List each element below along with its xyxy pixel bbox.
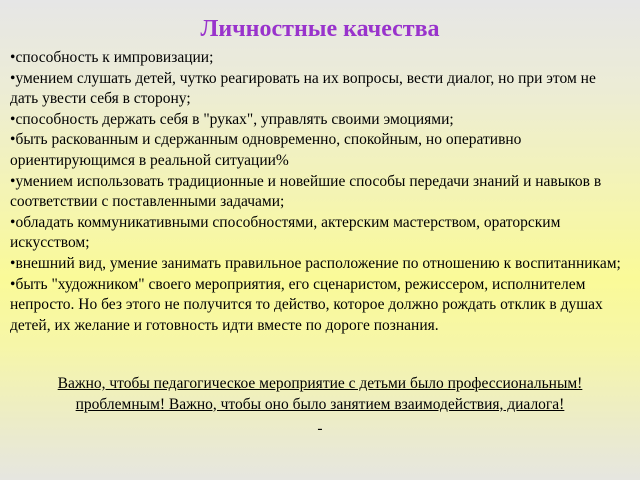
bullet-item-listening: • умением слушать детей, чутко реагировать на их вопросы, вести диалог, но при этом не дать увести себя в сторону;	[10, 69, 625, 110]
important-note-line-2: проблемным! Важно, чтобы оно было занятием взаимодействия, диалога!	[75, 395, 565, 413]
bullet-item-communication: • обладать коммуникативными способностями, актерским мастерством, ораторским искусством;	[10, 213, 625, 254]
bullet-item-relaxed-restrained: • быть раскованным и сдержанным одновременно, спокойным, но оперативно ориентирующимся в реальной ситуации%	[10, 130, 625, 171]
bullet-item-appearance: • внешний вид, умение занимать правильное расположение по отношению к воспитанникам;	[10, 254, 625, 275]
bullet-item-methods: • умением использовать традиционные и новейшие способы передачи знаний и навыков в соответствии с поставленными задачами;	[10, 172, 625, 213]
important-note-line-1: Важно, чтобы педагогическое мероприятие с детьми было профессиональным!	[57, 375, 583, 392]
dash-mark: -	[317, 420, 323, 437]
bullet-item-self-control: • способность держать себя в "руках", управлять своими эмоциями;	[10, 110, 625, 131]
slide-title: Личностные качества	[200, 16, 440, 42]
bullet-item-improvisation: • способность к импровизации;	[10, 48, 625, 69]
important-note	[0, 374, 640, 415]
bullet-list	[10, 48, 625, 336]
bullet-item-artist: • быть "художником" своего мероприятия, его сценаристом, режиссером, исполнителем непросто. Но без этого не получится то действо, которое должно рождать отклик в душах детей, их желание и готовность идти вместе по дороге познания.	[10, 275, 625, 337]
